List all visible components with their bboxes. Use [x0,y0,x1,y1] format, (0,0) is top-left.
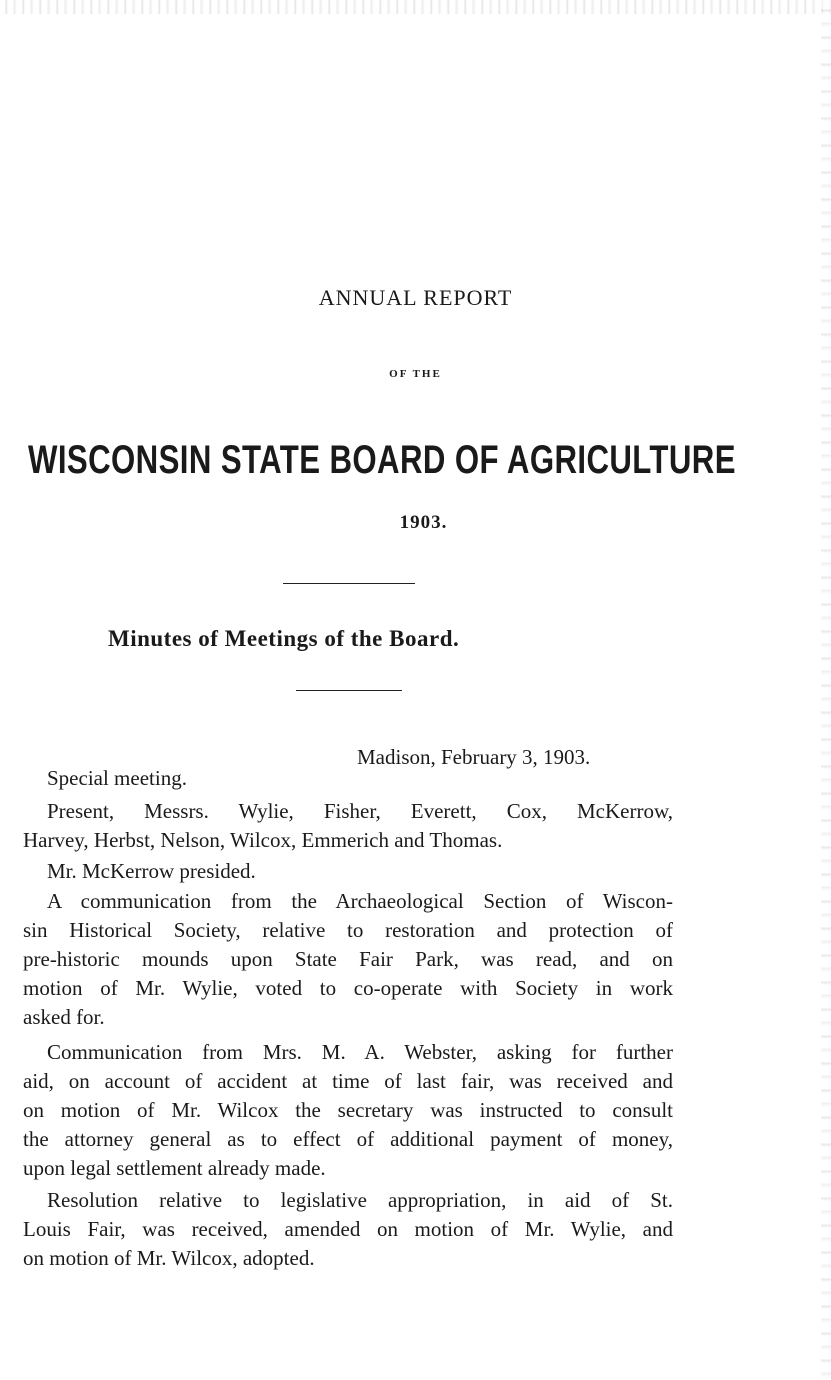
annual-report-heading: ANNUAL REPORT [318,285,513,310]
text-line: motion of Mr. Wylie, voted to co-operate with Society in work [23,976,673,1000]
text-line: asked for. [23,1005,105,1029]
text-line: Resolution relative to legislative appropriation, in aid of St. [47,1188,673,1212]
text-line: upon legal settlement already made. [23,1156,326,1180]
paragraph-resolution [23,1186,673,1273]
dateline: Madison, February 3, 1903. [357,745,591,769]
text-line: A communication from the Archaeological Section of Wiscon- [47,889,673,913]
of-the-heading: OF THE [389,368,442,380]
text-line: aid, on account of accident at time of last fair, was received and [23,1069,673,1093]
section-title: Minutes of Meetings of the Board. [108,626,460,651]
text-line: on motion of Mr. Wilcox the secretary was instructed to consult [23,1098,673,1122]
paragraph-webster-communication [23,1038,673,1183]
scan-edge-top [0,0,831,14]
paragraph-archaeological-communication [23,887,673,1032]
board-title: WISCONSIN STATE BOARD OF AGRICULTURE [28,438,736,482]
text-line: Harvey, Herbst, Nelson, Wilcox, Emmerich and Thomas. [23,828,503,852]
text-line: Louis Fair, was received, amended on motion of Mr. Wylie, and [23,1217,673,1241]
text-line: Communication from Mrs. M. A. Webster, asking for further [47,1040,673,1064]
paragraph-present [23,797,673,855]
paragraph-presided [23,857,673,886]
divider-rule-bottom [296,690,402,691]
text-line: the attorney general as to effect of additional payment of money, [23,1127,673,1151]
text-line: Special meeting. [47,766,187,790]
report-year: 1903. [399,512,448,533]
text-line: Present, Messrs. Wylie, Fisher, Everett, Cox, McKerrow, [47,799,673,823]
paragraph-special-meeting [23,764,673,793]
scan-edge-right [821,0,831,1380]
text-line: on motion of Mr. Wilcox, adopted. [23,1246,315,1270]
text-line: pre-historic mounds upon State Fair Park, was read, and on [23,947,673,971]
text-line: sin Historical Society, relative to restoration and protection of [23,918,673,942]
text-line: Mr. McKerrow presided. [47,859,256,883]
divider-rule-top [283,583,415,584]
